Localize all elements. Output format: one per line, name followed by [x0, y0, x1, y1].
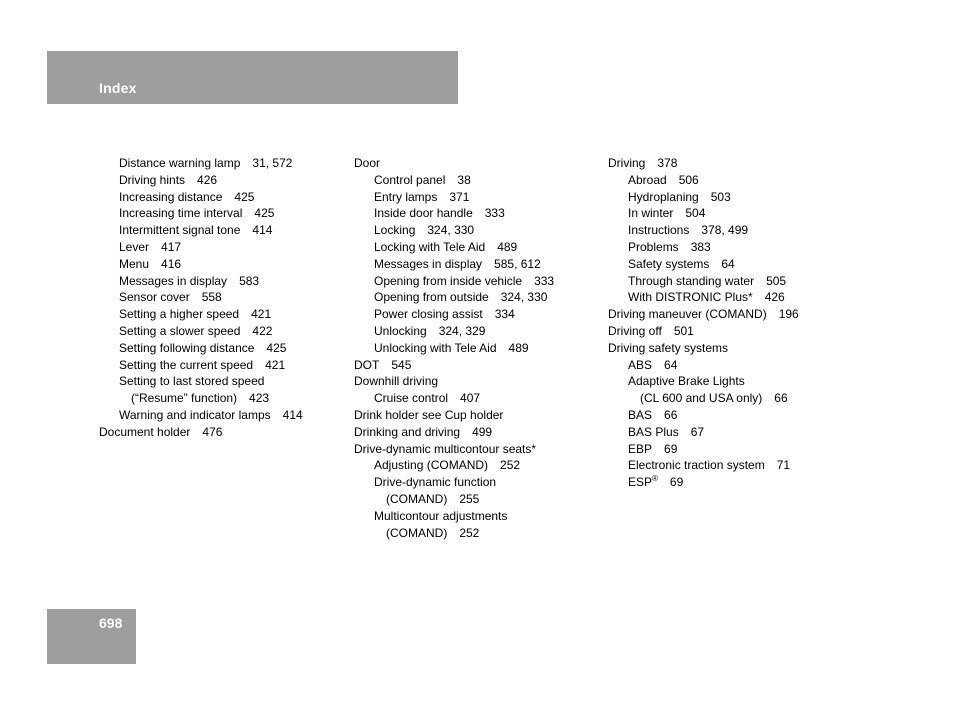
index-entry-page: 499 [472, 424, 493, 439]
index-entry-text: (CL 600 and USA only) [640, 391, 763, 406]
index-entry-text: With DISTRONIC Plus* [628, 290, 753, 305]
index-entry-page: 255 [459, 491, 480, 506]
index-entry-page: 252 [500, 458, 521, 473]
index-entry-text: BAS [628, 407, 653, 422]
index-entry-text: Opening from inside vehicle [374, 273, 523, 288]
index-entry [608, 256, 853, 273]
index-entry-page: 421 [251, 307, 272, 322]
index-entry-text: EBP [628, 441, 653, 456]
index-entry-page: 504 [685, 206, 706, 221]
index-entry [99, 424, 344, 441]
index-entry [608, 323, 853, 340]
index-entry [354, 407, 599, 424]
index-entry-page: 333 [484, 206, 505, 221]
index-entry-page: 64 [664, 357, 678, 372]
index-entry [354, 441, 599, 458]
registered-mark: ® [652, 474, 658, 484]
index-entry [99, 273, 344, 290]
index-entry-text: Electronic traction system [628, 458, 765, 473]
index-entry-text: Inside door handle [374, 206, 473, 221]
index-entry-text: Setting following distance [119, 340, 255, 355]
index-entry [354, 222, 599, 239]
index-entry-page: 324, 330 [500, 290, 548, 305]
index-entry-page: 425 [254, 206, 275, 221]
index-entry [608, 189, 853, 206]
index-entry [354, 306, 599, 323]
index-entry [99, 407, 344, 424]
index-entry [608, 172, 853, 189]
index-entry-text: Abroad [628, 172, 667, 187]
index-entry-page: 489 [497, 239, 518, 254]
index-entry-text: (“Resume” function) [131, 391, 238, 406]
index-entry-page: 545 [391, 357, 412, 372]
index-entry-text: Drive-dynamic multicontour seats* [354, 441, 537, 456]
index-column-3 [608, 155, 853, 491]
index-entry [99, 373, 344, 390]
index-entry [608, 155, 853, 172]
index-entry-page: 38 [457, 172, 471, 187]
index-entry [354, 357, 599, 374]
page-number: 698 [99, 615, 123, 631]
index-entry [99, 256, 344, 273]
index-entry [99, 239, 344, 256]
index-entry-text: Warning and indicator lamps [119, 407, 271, 422]
index-entry-text: Entry lamps [374, 189, 438, 204]
index-entry-text: Drive-dynamic function [374, 475, 497, 490]
index-entry-page: 324, 329 [438, 323, 486, 338]
index-entry-text: Sensor cover [119, 290, 190, 305]
index-entry [608, 373, 853, 390]
index-entry-page: 383 [690, 239, 711, 254]
index-entry-text: Adaptive Brake Lights [628, 374, 745, 389]
index-entry-text: Control panel [374, 172, 446, 187]
index-entry-text: Menu [119, 256, 150, 271]
index-entry-text: Adjusting (COMAND) [374, 458, 489, 473]
index-entry-page: 414 [252, 223, 273, 238]
index-entry [354, 424, 599, 441]
index-entry-page: 333 [534, 273, 555, 288]
index-entry [608, 273, 853, 290]
index-entry [354, 508, 599, 525]
index-entry-text: Through standing water [628, 273, 755, 288]
index-entry-page: 378, 499 [701, 223, 749, 238]
index-entry [99, 323, 344, 340]
index-entry [608, 474, 853, 491]
index-entry-page: 378 [657, 156, 678, 170]
index-entry-page: 425 [234, 189, 255, 204]
index-entry-page: 501 [673, 323, 694, 338]
index-entry [608, 441, 853, 458]
index-entry-text: Drink holder see Cup holder [354, 407, 504, 422]
index-entry-text: Opening from outside [374, 290, 489, 305]
index-entry [354, 189, 599, 206]
index-entry [99, 155, 344, 172]
index-entry-page: 416 [161, 256, 182, 271]
index-entry [99, 222, 344, 239]
index-entry [354, 205, 599, 222]
index-column-2 [354, 155, 599, 541]
index-entry [608, 289, 853, 306]
index-entry-page: 196 [778, 307, 799, 322]
index-entry [99, 357, 344, 374]
index-entry [354, 289, 599, 306]
index-entry-text: Increasing time interval [119, 206, 243, 221]
index-entry-text: Increasing distance [119, 189, 223, 204]
index-entry-text: Distance warning lamp [119, 156, 241, 170]
index-entry-text: Instructions [628, 223, 690, 238]
index-entry-text: In winter [628, 206, 674, 221]
index-entry [99, 289, 344, 306]
index-entry [99, 340, 344, 357]
index-entry [354, 340, 599, 357]
index-entry [608, 424, 853, 441]
index-entry [608, 340, 853, 357]
index-entry-page: 506 [678, 172, 699, 187]
index-entry-page: 505 [766, 273, 787, 288]
index-entry [99, 189, 344, 206]
index-entry [354, 457, 599, 474]
index-entry-text: Setting the current speed [119, 357, 254, 372]
index-entry-page: 503 [710, 189, 731, 204]
index-entry-page: 69 [664, 441, 678, 456]
index-entry-text: Messages in display [374, 256, 483, 271]
index-entry-text: Document holder [99, 424, 191, 439]
page-title: Index [99, 80, 137, 96]
index-entry [608, 205, 853, 222]
index-entry-text: Unlocking with Tele Aid [374, 340, 497, 355]
index-entry [608, 457, 853, 474]
index-entry-page: 426 [197, 172, 218, 187]
index-entry [354, 323, 599, 340]
index-entry-page: 585, 612 [494, 256, 541, 271]
index-entry-page: 414 [282, 407, 303, 422]
index-entry-text: Door [354, 156, 381, 170]
index-entry-page: 66 [664, 407, 678, 422]
index-entry [354, 256, 599, 273]
index-entry-text: Locking [374, 223, 416, 238]
index-entry [354, 239, 599, 256]
index-entry-text: Intermittent signal tone [119, 223, 241, 238]
index-entry-page: 426 [764, 290, 785, 305]
index-entry-text: Driving maneuver (COMAND) [608, 307, 767, 322]
index-entry-text: Hydroplaning [628, 189, 699, 204]
index-entry-text: Setting a higher speed [119, 307, 240, 322]
index-entry-page: 422 [252, 323, 273, 338]
index-entry-text: Driving [608, 156, 646, 170]
index-entry-text: Downhill driving [354, 374, 439, 389]
index-entry-page: 583 [239, 273, 260, 288]
header-band [47, 51, 458, 104]
index-entry-text: (COMAND) [386, 525, 448, 540]
index-entry-text: Safety systems [628, 256, 710, 271]
index-entry-text: Power closing assist [374, 307, 483, 322]
index-entry-text: Driving off [608, 323, 662, 338]
index-entry [354, 273, 599, 290]
index-entry-page: 417 [161, 239, 182, 254]
index-entry-page: 71 [776, 458, 791, 473]
index-entry-page: 371 [449, 189, 470, 204]
index-entry-page: 489 [508, 340, 529, 355]
index-entry-page: 421 [265, 357, 286, 372]
index-entry-page: 558 [201, 290, 222, 305]
index-entry-text: Driving safety systems [608, 340, 729, 355]
index-entry [354, 155, 599, 172]
index-entry [99, 306, 344, 323]
index-entry-page: 69 [669, 475, 684, 490]
index-entry-text: BAS Plus [628, 424, 679, 439]
index-entry [354, 474, 599, 491]
index-entry-page: 67 [690, 424, 705, 439]
index-entry-page: 407 [460, 391, 481, 406]
index-column-1 [99, 155, 344, 441]
index-entry [608, 357, 853, 374]
index-entry [99, 172, 344, 189]
index-entry-text: ABS [628, 357, 653, 372]
index-entry-text: Setting a slower speed [119, 323, 241, 338]
index-entry [608, 407, 853, 424]
index-entry [354, 373, 599, 390]
index-entry [99, 390, 344, 407]
index-entry [354, 172, 599, 189]
index-entry-page: 66 [774, 391, 788, 406]
index-entry-page: 423 [249, 391, 270, 406]
index-entry-page: 64 [721, 256, 735, 271]
index-entry [354, 491, 599, 508]
index-entry-text: Multicontour adjustments [374, 508, 508, 523]
index-entry-page: 31, 572 [252, 156, 293, 170]
index-entry [354, 390, 599, 407]
index-entry-text: Cruise control [374, 391, 449, 406]
index-entry [354, 525, 599, 542]
page-number-box [47, 609, 136, 664]
index-entry-page: 324, 330 [427, 223, 475, 238]
index-entry-text: DOT [354, 357, 380, 372]
index-entry-page: 425 [266, 340, 287, 355]
index-entry-text: Setting to last stored speed [119, 374, 265, 389]
index-entry-text: Messages in display [119, 273, 228, 288]
index-entry-text: Problems [628, 239, 679, 254]
index-entry-text: Lever [119, 239, 150, 254]
index-entry-text: (COMAND) [386, 491, 448, 506]
index-entry [608, 239, 853, 256]
index-entry-page: 334 [494, 307, 515, 322]
index-entry-text: Drinking and driving [354, 424, 461, 439]
index-entry-page: 476 [202, 424, 223, 439]
index-entry [608, 390, 853, 407]
index-entry-text: Unlocking [374, 323, 427, 338]
index-entry [608, 222, 853, 239]
index-entry [99, 205, 344, 222]
index-entry-text: ESP [628, 475, 653, 490]
index-entry-text: Locking with Tele Aid [374, 239, 486, 254]
index-entry-page: 252 [459, 525, 480, 540]
index-entry [608, 306, 853, 323]
index-entry-text: Driving hints [119, 172, 186, 187]
